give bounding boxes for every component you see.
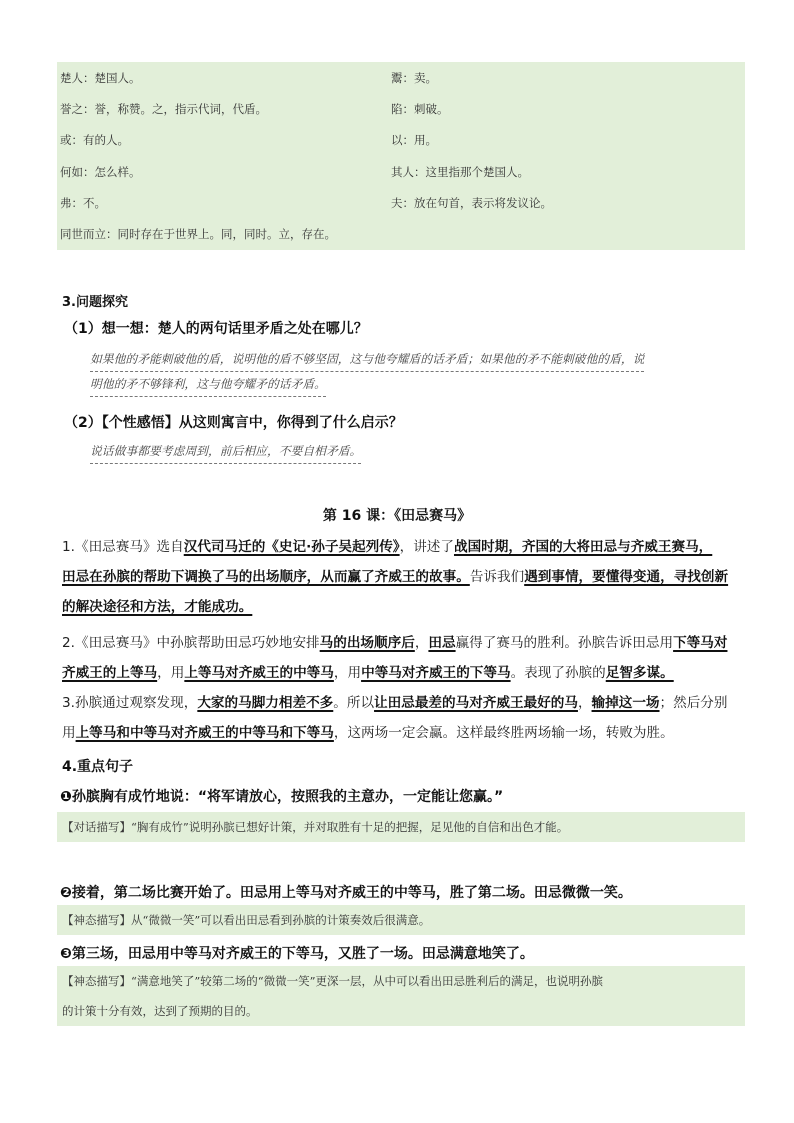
section-heading: 3.问题探究 (62, 295, 128, 310)
text-span: ，用 (333, 665, 362, 681)
annotation-text: 的计策十分有效，达到了预期的目的。 (62, 1004, 258, 1018)
glossary-term: 楚人：楚国人。 (60, 70, 141, 85)
key-sentence-2: ❷接着，第二场比赛开始了。田忌用上等马对齐威王的中等马，胜了第二场。田忌微微一笑。 (60, 885, 632, 901)
glossary-table (57, 62, 745, 250)
glossary-term: 陷：刺破。 (391, 101, 449, 116)
glossary-row (57, 62, 745, 93)
annotation-3 (57, 966, 745, 1026)
answer-1-line-2: 明他的矛不够锋利，这与他夸耀矛的话矛盾。 (90, 372, 326, 397)
text-span: 。表现了孙膑的 (510, 665, 606, 681)
answer-1-line-1: 如果他的矛能刺破他的盾，说明他的盾不够坚固，这与他夸耀盾的话矛盾；如果他的矛不能刺破他的盾，说 (90, 347, 644, 372)
text-span: 告诉我们 (469, 569, 525, 585)
annotation-1 (57, 812, 745, 842)
text-span: 赢得了赛马的胜利。孙膑告诉田忌用 (455, 635, 674, 651)
key-point: 田忌在孙膑的帮助下调换了马的出场顺序，从而赢了齐威王的故事。 (62, 569, 470, 585)
text-span: 3.孙膑通过观察发现， (62, 695, 198, 711)
key-point: 让田忌最差的马对齐威王最好的马 (374, 695, 578, 711)
glossary-term: 何如：怎么样。 (60, 164, 141, 179)
section-heading: 4.重点句子 (62, 759, 134, 775)
key-point: 输掉这一场 (591, 695, 660, 711)
key-point: 战国时期，齐国的大将田忌与齐威王赛马， (453, 539, 713, 555)
key-point: 大家的马脚力相差不多 (197, 695, 334, 711)
annotation-text: 【对话描写】“胸有成竹”说明孙膑已想好计策，并对取胜有十足的把握，足见他的自信和出色才能。 (62, 820, 569, 834)
key-point: 的解决途径和方法，才能成功。 (62, 599, 253, 615)
glossary-term: 夫：放在句首，表示将发议论。 (391, 195, 552, 210)
key-point: 马的出场顺序后 (319, 635, 415, 651)
glossary-row (57, 125, 745, 156)
annotation-2 (57, 905, 745, 935)
lesson-title: 第 16 课：《田忌赛马》 (322, 508, 472, 524)
glossary-term: 或：有的人。 (60, 133, 129, 148)
glossary-term: 誉之：誉，称赞。之，指示代词，代盾。 (60, 101, 267, 116)
text-span: ，这两场一定会赢。这样最终胜两场输一场，转败为胜。 (333, 725, 674, 741)
annotation-text: 【神态描写】从“微微一笑”可以看出田忌看到孙膑的计策奏效后很满意。 (62, 913, 431, 927)
annotation-text: 【神态描写】“满意地笑了”较第二场的“微微一笑”更深一层，从中可以看出田忌胜利后的满足，也说明孙膑 (62, 974, 604, 988)
glossary-row (57, 187, 745, 218)
glossary-term: 鬻：卖。 (391, 70, 437, 85)
key-point: 上等马和中等马对齐威王的中等马和下等马 (75, 725, 334, 741)
glossary-term: 其人：这里指那个楚国人。 (391, 164, 529, 179)
text-span: ， (414, 635, 429, 651)
key-sentence-1: ❶孙膑胸有成竹地说：“将军请放心，按照我的主意办，一定能让您赢。” (60, 789, 504, 805)
glossary-row (57, 93, 745, 124)
key-point: 下等马对 (673, 635, 728, 651)
text-span: 。所以 (333, 695, 375, 711)
text-span: ，用 (157, 665, 185, 681)
paragraph-1 (62, 532, 746, 622)
text-span: 2.《田忌赛马》中孙膑帮助田忌巧妙地安排 (62, 635, 320, 651)
key-point: 遇到事情，要懂得变通，寻找创新 (524, 569, 729, 585)
glossary-row (57, 218, 745, 249)
question-2: （2）【个性感悟】从这则寓言中，你得到了什么启示？ (64, 415, 403, 431)
paragraph-2 (62, 628, 746, 688)
key-point: 中等马对齐威王的下等马 (361, 665, 511, 681)
key-sentence-3: ❸第三场，田忌用中等马对齐威王的下等马，又胜了一场。田忌满意地笑了。 (60, 946, 534, 962)
text-span: 用 (62, 725, 76, 741)
glossary-term: 弗：不。 (60, 195, 106, 210)
key-point: 足智多谋。 (605, 665, 674, 681)
glossary-term: 同世而立：同时存在于世界上。同，同时。立，存在。 (60, 227, 336, 242)
key-point: 齐威王的上等马 (62, 665, 158, 681)
question-1: （1）想一想：楚人的两句话里矛盾之处在哪儿？ (64, 321, 368, 337)
key-point: 田忌 (428, 635, 456, 651)
key-point: 上等马对齐威王的中等马 (184, 665, 334, 681)
text-span: ， (577, 695, 592, 711)
answer-2: 说话做事都要考虑周到，前后相应，不要自相矛盾。 (90, 439, 361, 464)
text-span: ，讲述了 (399, 539, 454, 555)
paragraph-3 (62, 688, 746, 748)
key-point: 汉代司马迁的《史记·孙子吴起列传》 (183, 539, 400, 555)
glossary-row (57, 156, 745, 187)
glossary-term: 以：用。 (391, 133, 437, 148)
text-span: 1.《田忌赛马》选自 (62, 539, 184, 555)
text-span: ；然后分别 (659, 695, 728, 711)
